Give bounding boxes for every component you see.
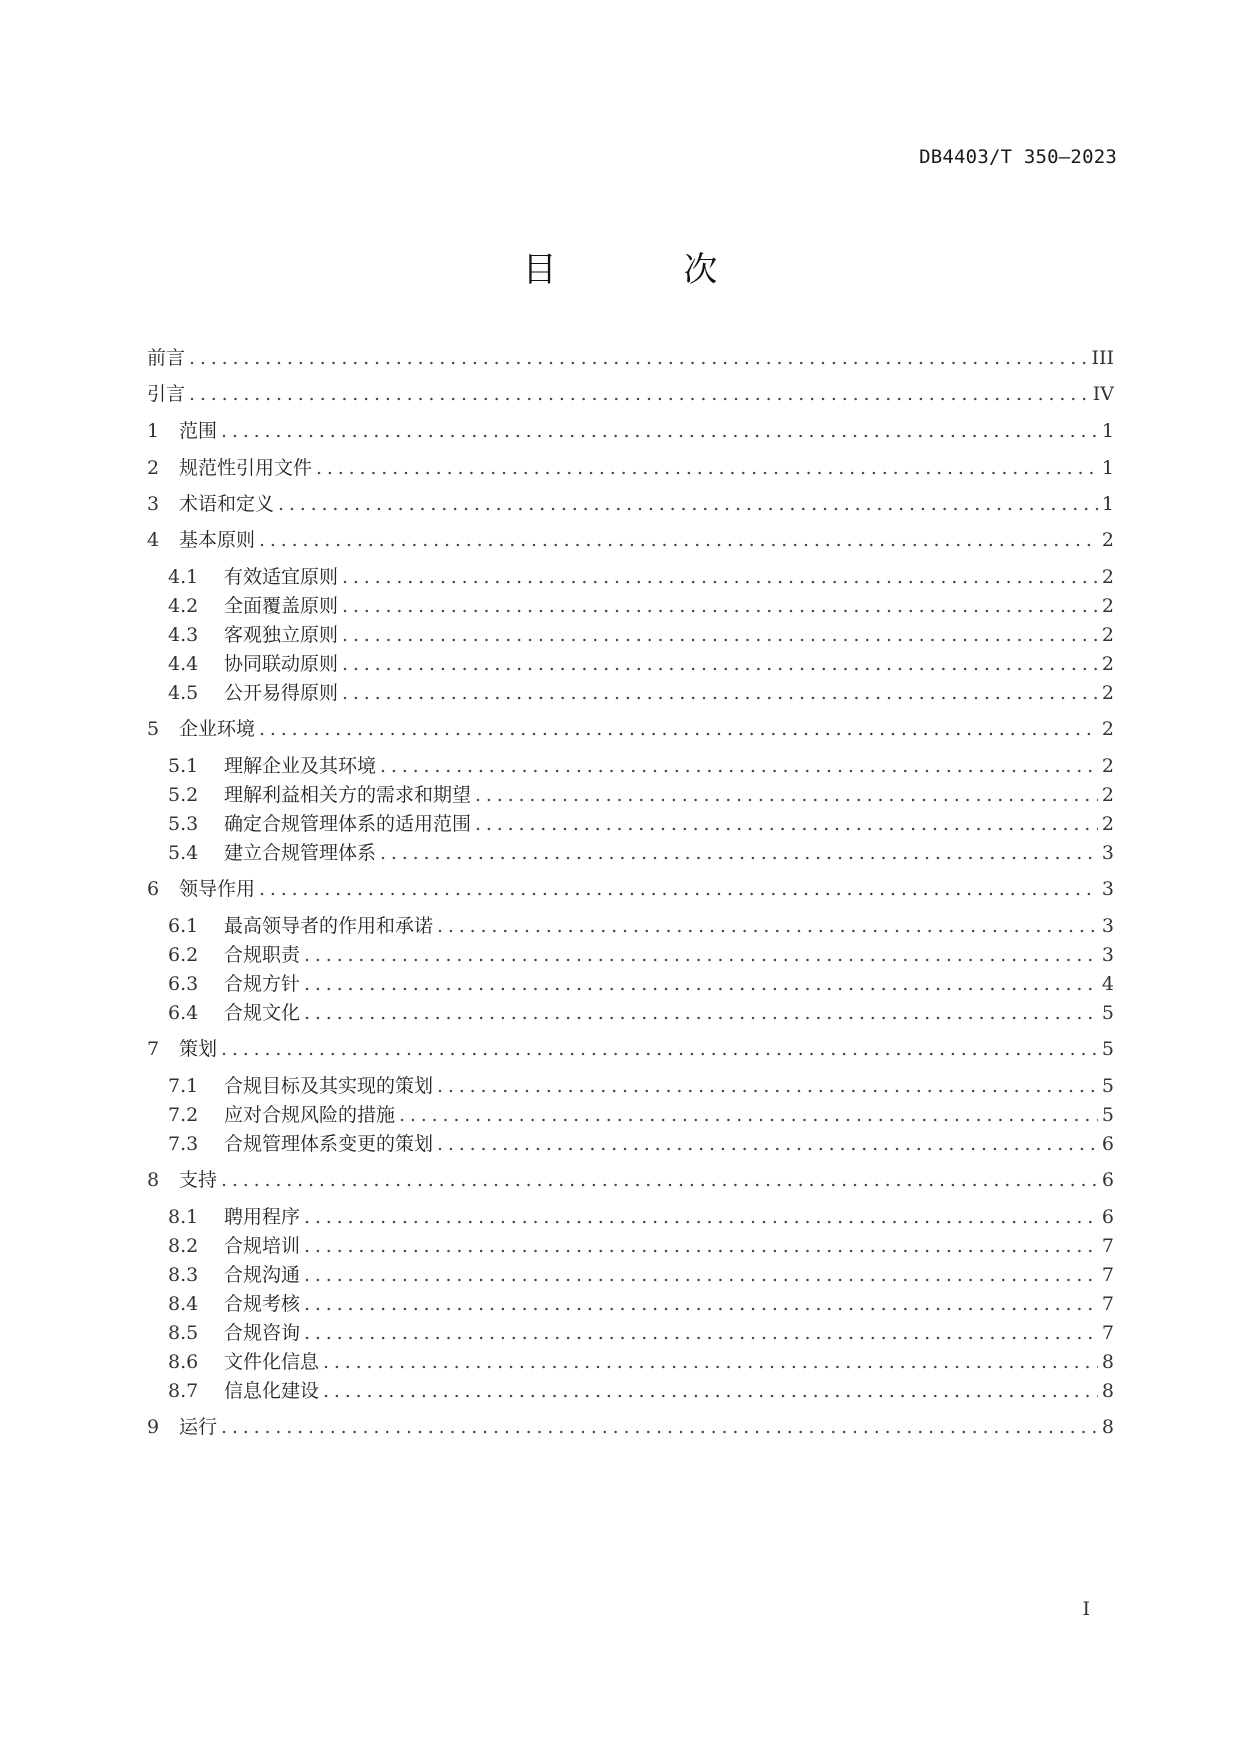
toc-entry-page: 3 (1101, 842, 1114, 864)
toc-entry[interactable] (147, 753, 1114, 779)
toc-entry-page: 5 (1101, 1075, 1114, 1097)
toc-entry-number: 8.3 (168, 1264, 199, 1286)
toc-entry-page: 2 (1101, 813, 1114, 835)
toc-entry-title: 理解利益相关方的需求和期望 (224, 784, 472, 806)
toc-entry-number: 1 (147, 420, 160, 442)
toc-entry-title: 合规沟通 (224, 1264, 301, 1286)
toc-leader-dots (342, 680, 1098, 706)
toc-entry-title: 基本原则 (179, 529, 256, 551)
toc-entry[interactable] (147, 1233, 1114, 1259)
toc-entry-number: 8.7 (168, 1380, 199, 1402)
toc-entry[interactable] (147, 1036, 1114, 1062)
toc-entry-page: 2 (1101, 595, 1114, 617)
toc-entry[interactable] (147, 716, 1114, 742)
toc-entry[interactable] (147, 527, 1114, 553)
toc-entry-number: 8.6 (168, 1351, 199, 1373)
toc-entry-title: 支持 (179, 1169, 218, 1191)
toc-entry-page: 4 (1101, 973, 1114, 995)
toc-leader-dots (342, 622, 1098, 648)
toc-entry[interactable] (147, 1378, 1114, 1404)
toc-entry-number: 5.4 (168, 842, 199, 864)
toc-leader-dots (437, 1073, 1098, 1099)
toc-entry-title: 合规考核 (224, 1293, 301, 1315)
toc-entry-page: 3 (1101, 915, 1114, 937)
toc-leader-dots (221, 1036, 1098, 1062)
toc-leader-dots (304, 1320, 1098, 1346)
toc-entry[interactable] (147, 1349, 1114, 1375)
toc-leader-dots (323, 1349, 1098, 1375)
toc-entry[interactable] (147, 913, 1114, 939)
toc-leader-dots (259, 716, 1098, 742)
toc-entry-title: 建立合规管理体系 (224, 842, 377, 864)
toc-entry-number: 4 (147, 529, 160, 551)
toc-leader-dots (304, 971, 1098, 997)
toc-entry-page: 6 (1101, 1206, 1114, 1228)
toc-entry-number: 6 (147, 878, 160, 900)
toc-entry-title: 合规方针 (224, 973, 301, 995)
toc-entry-page: 8 (1101, 1416, 1114, 1438)
toc-entry-number: 4.1 (168, 566, 199, 588)
toc-entry-title: 合规培训 (224, 1235, 301, 1257)
toc-entry[interactable] (147, 1262, 1114, 1288)
toc-entry[interactable] (147, 1204, 1114, 1230)
toc-entry-title: 规范性引用文件 (179, 457, 313, 479)
toc-leader-dots (304, 1204, 1098, 1230)
toc-entry-number: 5.1 (168, 755, 199, 777)
toc-entry-number: 6.1 (168, 915, 199, 937)
toc-entry-title: 最高领导者的作用和承诺 (224, 915, 434, 937)
toc-entry[interactable] (147, 651, 1114, 677)
toc-entry[interactable] (147, 564, 1114, 590)
toc-entry-page: 2 (1101, 624, 1114, 646)
toc-entry[interactable] (147, 418, 1114, 444)
toc-leader-dots (399, 1102, 1098, 1128)
toc-leader-dots (323, 1378, 1098, 1404)
toc-entry-page: 2 (1101, 653, 1114, 675)
toc-entry-title: 全面覆盖原则 (224, 595, 339, 617)
toc-entry-page: 7 (1101, 1264, 1114, 1286)
toc-entry-number: 4.4 (168, 653, 199, 675)
toc-entry-number: 6.4 (168, 1002, 199, 1024)
toc-entry-number: 8.4 (168, 1293, 199, 1315)
toc-entry-page: 1 (1101, 420, 1114, 442)
toc-entry-title: 文件化信息 (224, 1351, 320, 1373)
toc-leader-dots (304, 1233, 1098, 1259)
toc-entry-number: 4.5 (168, 682, 199, 704)
toc-entry-number: 6.3 (168, 973, 199, 995)
toc-entry-page: 6 (1101, 1133, 1114, 1155)
toc-entry[interactable] (147, 593, 1114, 619)
toc-entry-title: 合规咨询 (224, 1322, 301, 1344)
toc-leader-dots (304, 942, 1098, 968)
toc-leader-dots (189, 345, 1087, 371)
toc-leader-dots (380, 753, 1098, 779)
toc-entry-page: 5 (1101, 1104, 1114, 1126)
toc-entry-number: 4.3 (168, 624, 199, 646)
toc-entry-page: 2 (1101, 682, 1114, 704)
toc-entry-page: 2 (1101, 529, 1114, 551)
toc-entry-number: 8.5 (168, 1322, 199, 1344)
toc-leader-dots (342, 651, 1098, 677)
toc-entry-number: 5.3 (168, 813, 199, 835)
toc-entry[interactable] (147, 622, 1114, 648)
toc-entry-page: 7 (1101, 1293, 1114, 1315)
toc-entry-title: 信息化建设 (224, 1380, 320, 1402)
toc-entry-title: 合规文化 (224, 1002, 301, 1024)
toc-leader-dots (304, 1000, 1098, 1026)
toc-entry-number: 6.2 (168, 944, 199, 966)
toc-entry[interactable] (147, 811, 1114, 837)
toc-entry-number: 7.1 (168, 1075, 199, 1097)
toc-entry-page: 7 (1101, 1235, 1114, 1257)
toc-entry-number: 7.2 (168, 1104, 199, 1126)
toc-entry-title: 有效适宜原则 (224, 566, 339, 588)
toc-entry-page: 7 (1101, 1322, 1114, 1344)
toc-entry-page: 8 (1101, 1380, 1114, 1402)
toc-entry[interactable] (147, 680, 1114, 706)
toc-entry[interactable] (147, 942, 1114, 968)
toc-entry[interactable] (147, 876, 1114, 902)
toc-entry[interactable] (147, 840, 1114, 866)
toc-entry[interactable] (147, 1102, 1114, 1128)
toc-leader-dots (304, 1262, 1098, 1288)
toc-entry-title: 协同联动原则 (224, 653, 339, 675)
toc-entry-page: 1 (1101, 457, 1114, 479)
toc-entry-title: 公开易得原则 (224, 682, 339, 704)
toc-entry-page: 3 (1101, 944, 1114, 966)
toc-entry-page: 2 (1101, 784, 1114, 806)
toc-entry-page: 2 (1101, 755, 1114, 777)
toc-entry-title: 合规职责 (224, 944, 301, 966)
toc-entry[interactable] (147, 1167, 1114, 1193)
toc-leader-dots (342, 564, 1098, 590)
toc-leader-dots (304, 1291, 1098, 1317)
document-code: DB4403/T 350—2023 (919, 146, 1117, 168)
toc-entry-title: 合规目标及其实现的策划 (224, 1075, 434, 1097)
toc-entry[interactable] (147, 1131, 1114, 1157)
toc-entry-title: 企业环境 (179, 718, 256, 740)
toc-leader-dots (475, 811, 1098, 837)
toc-entry-page: IV (1092, 383, 1114, 405)
toc-title: 目 次 (522, 250, 776, 290)
toc-leader-dots (437, 913, 1098, 939)
toc-entry-title: 领导作用 (179, 878, 256, 900)
toc-entry[interactable] (147, 1291, 1114, 1317)
toc-entry-number: 8.1 (168, 1206, 199, 1228)
toc-leader-dots (189, 381, 1089, 407)
toc-entry[interactable] (147, 971, 1114, 997)
toc-leader-dots (380, 840, 1098, 866)
toc-entry-number: 5 (147, 718, 160, 740)
toc-entry[interactable] (147, 1073, 1114, 1099)
toc-entry-title: 术语和定义 (179, 493, 275, 515)
toc-entry-page: 8 (1101, 1351, 1114, 1373)
toc-entry-page: 2 (1101, 566, 1114, 588)
toc-entry-page: 5 (1101, 1002, 1114, 1024)
toc-entry-title: 客观独立原则 (224, 624, 339, 646)
toc-entry-page: 3 (1101, 878, 1114, 900)
toc-entry-page: 6 (1101, 1169, 1114, 1191)
toc-leader-dots (316, 455, 1098, 481)
toc-entry-title: 确定合规管理体系的适用范围 (224, 813, 472, 835)
toc-entry[interactable] (147, 1414, 1114, 1440)
toc-leader-dots (475, 782, 1098, 808)
toc-entry[interactable] (147, 381, 1114, 407)
toc-entry[interactable] (147, 782, 1114, 808)
toc-entry-page: III (1091, 347, 1114, 369)
toc-entry-number: 8.2 (168, 1235, 199, 1257)
toc-entry[interactable] (147, 345, 1114, 371)
toc-leader-dots (221, 1167, 1098, 1193)
toc-entry-page: 1 (1101, 493, 1114, 515)
toc-leader-dots (437, 1131, 1098, 1157)
toc-entry-number: 4.2 (168, 595, 199, 617)
toc-entry-number: 2 (147, 457, 160, 479)
toc-entry-title: 应对合规风险的措施 (224, 1104, 396, 1126)
toc-leader-dots (259, 527, 1098, 553)
toc-entry-title: 聘用程序 (224, 1206, 301, 1228)
toc-entry-number: 8 (147, 1169, 160, 1191)
toc-entry-title: 策划 (179, 1038, 218, 1060)
toc-entry-number: 7 (147, 1038, 160, 1060)
toc-entry-number: 7.3 (168, 1133, 199, 1155)
toc-entry-title: 前言 (147, 347, 186, 369)
toc-leader-dots (221, 418, 1098, 444)
toc-entry-page: 2 (1101, 718, 1114, 740)
toc-entry-number: 5.2 (168, 784, 199, 806)
toc-entry-title: 理解企业及其环境 (224, 755, 377, 777)
toc-entry[interactable] (147, 1000, 1114, 1026)
toc-entry-title: 范围 (179, 420, 218, 442)
toc-leader-dots (342, 593, 1098, 619)
toc-entry[interactable] (147, 491, 1114, 517)
page-number: I (1082, 1598, 1090, 1620)
toc-leader-dots (221, 1414, 1098, 1440)
toc-entry-title: 引言 (147, 383, 186, 405)
toc-entry-number: 3 (147, 493, 160, 515)
toc-entry-title: 合规管理体系变更的策划 (224, 1133, 434, 1155)
toc-leader-dots (278, 491, 1098, 517)
toc-entry[interactable] (147, 455, 1114, 481)
toc-entry[interactable] (147, 1320, 1114, 1346)
toc-leader-dots (259, 876, 1098, 902)
toc-entry-page: 5 (1101, 1038, 1114, 1060)
toc-entry-title: 运行 (179, 1416, 218, 1438)
toc-entry-number: 9 (147, 1416, 160, 1438)
